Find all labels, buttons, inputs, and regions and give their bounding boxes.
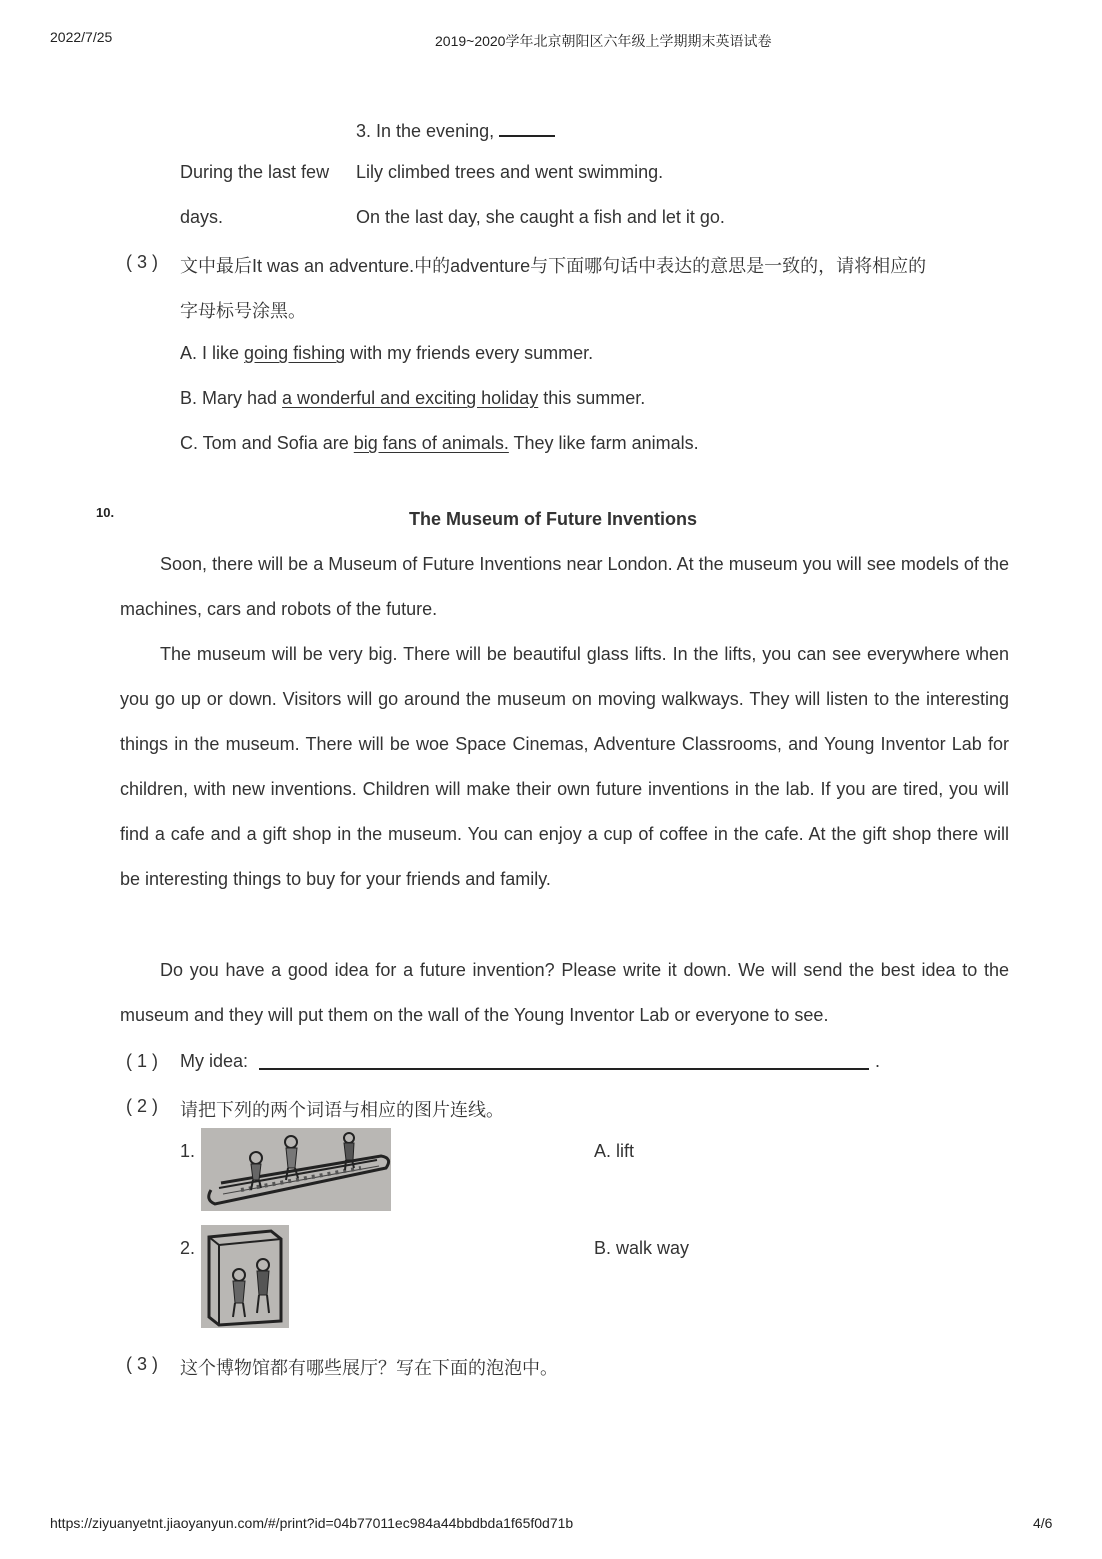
table-row-evening <box>356 117 555 142</box>
lift-picture[interactable] <box>201 1225 289 1328</box>
option-text: B. Mary had <box>180 388 283 408</box>
passage-title: The Museum of Future Inventions <box>409 509 698 529</box>
question-text: 这个博物馆都有哪些展厅？写在下面的泡泡中。 <box>180 1358 558 1378</box>
print-date: 2022/7/25 <box>50 29 113 45</box>
item-number: 2. <box>180 1238 196 1258</box>
page-number: 4/6 <box>1033 1515 1053 1531</box>
table-left-line2: days. <box>180 207 224 227</box>
table-row-evening-text: 3. In the evening, <box>356 121 495 141</box>
option-text: C. Tom and Sofia are <box>180 433 354 453</box>
table-right-line1: Lily climbed trees and went swimming. <box>356 162 664 182</box>
footer-url[interactable]: https://ziyuanyetnt.jiaoyanyun.com/#/print?id=04b77011ec984a44bbdbda1f65f0d71b <box>50 1515 574 1531</box>
question-number: ( 1 ) <box>126 1051 159 1071</box>
my-idea-label: My idea: <box>180 1051 249 1071</box>
passage-paragraph-3: Do you have a good idea for a future invention? Please write it down. We will send the best idea to the museum and they will put them on the wall of the Young Inventor Lab or everyone to see. <box>120 960 1009 1025</box>
option-c <box>180 433 699 454</box>
question-number: ( 2 ) <box>126 1096 159 1116</box>
document-title: 2019~2020学年北京朝阳区六年级上学期期末英语试卷 <box>435 33 772 49</box>
question-text: 文中最后It was an adventure.中的adventure与下面哪句话中表达的意思是一致的，请将相应的 <box>180 256 927 276</box>
passage-paragraph-2: The museum will be very big. There will be beautiful glass lifts. In the lifts, you can see everywhere when you go up or down. Visitors will go around the museum on moving walkways. They will listen to the interesting things in the museum. There will be woe Space Cinemas, Adventure Classrooms, and Young Inventor Lab for children, with new inventions. Children will make their own future inventions in the lab. If you are tired, you will find a cafe and a gift shop in the museum. You can enjoy a cup of coffee in the cafe. At the gift shop there will be interesting things to buy for your friends and family. <box>120 644 1009 889</box>
question-number: ( 3 ) <box>126 1354 159 1374</box>
question-text-cont: 字母标号涂黑。 <box>180 301 306 321</box>
option-text: with my friends every summer. <box>345 343 594 363</box>
word-walkway[interactable]: B. walk way <box>594 1238 690 1258</box>
lift-illustration <box>201 1225 289 1328</box>
underlined-phrase: a wonderful and exciting holiday <box>282 388 539 408</box>
word-lift[interactable]: A. lift <box>594 1141 635 1161</box>
option-b <box>180 388 645 409</box>
passage-paragraph-1: Soon, there will be a Museum of Future Inventions near London. At the museum you will see models of the machines, cars and robots of the future. <box>120 554 1009 619</box>
table-left-line1: During the last few <box>180 162 330 182</box>
option-a <box>180 343 593 364</box>
option-text: A. I like <box>180 343 245 363</box>
walkway-picture[interactable] <box>201 1128 391 1211</box>
walkway-illustration <box>201 1128 391 1211</box>
underlined-phrase: going fishing <box>244 343 346 363</box>
answer-blank <box>499 117 555 137</box>
question-text: 请把下列的两个词语与相应的图片连线。 <box>180 1100 504 1120</box>
option-text: this summer. <box>538 388 646 408</box>
table-right-line2: On the last day, she caught a fish and let it go. <box>356 207 725 227</box>
my-idea-answer-line[interactable] <box>259 1068 869 1070</box>
underlined-phrase: big fans of animals. <box>353 433 509 453</box>
question-number-10: 10. <box>96 505 115 520</box>
option-text: They like farm animals. <box>508 433 699 453</box>
question-number: ( 3 ) <box>126 252 159 272</box>
item-number: 1. <box>180 1141 196 1161</box>
sentence-end: . <box>875 1051 881 1071</box>
